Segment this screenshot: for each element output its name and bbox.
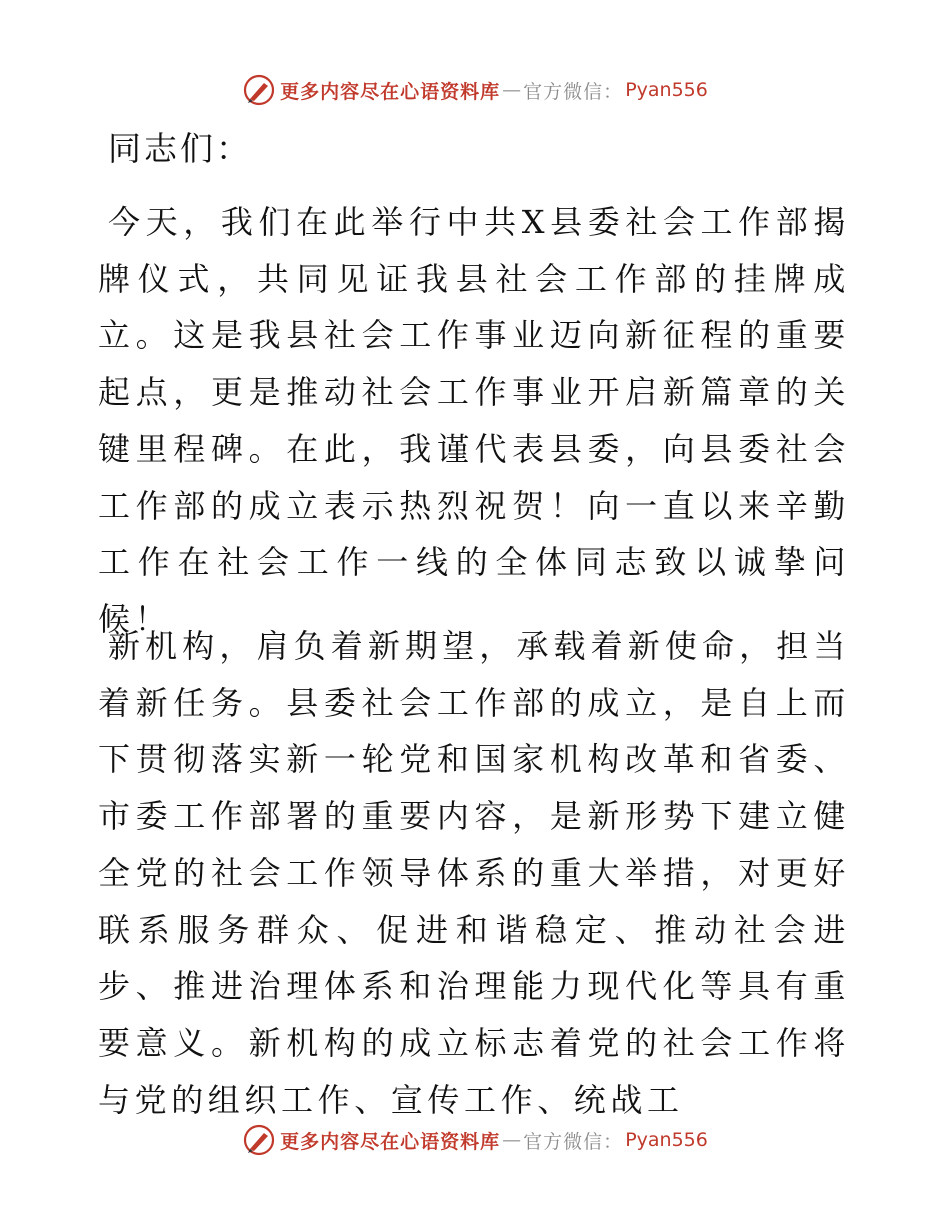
body-paragraph-1: 今天，我们在此举行中共X县委社会工作部揭牌仪式，共同见证我县社会工作部的挂牌成立。这是我县社会工作事业迈向新征程的重要起点，更是推动社会工作事业开启新篇章的关键里程碑。在此，我谨代表县委，向县委社会工作部的成立表示热烈祝贺！向一直以来辛勤工作在社会工作一线的全体同志致以诚挚问候！ [98,203,850,638]
pen-logo-icon [242,1123,276,1157]
header-official-label: 官方微信： [523,80,624,103]
footer-official-label: 官方微信： [523,1130,624,1153]
footer-separator: — [502,1129,522,1151]
footer-watermark-banner [0,1120,950,1160]
header-brand-text: 更多内容尽在心语资料库 [280,80,501,103]
salutation: 同志们： [108,129,252,168]
footer-brand-text: 更多内容尽在心语资料库 [280,1130,501,1153]
body-paragraph-2: 新机构，肩负着新期望，承载着新使命，担当着新任务。县委社会工作部的成立，是自上而下贯彻落实新一轮党和国家机构改革和省委、市委工作部署的重要内容，是新形势下建立健全党的社会工作领导体系的重大举措，对更好联系服务群众、促进和谐稳定、推动社会进步、推进治理体系和治理能力现代化等具有重要意义。新机构的成立标志着党的社会工作将与党的组织工作、宣传工作、统战工 [98,627,850,1119]
footer-account-id: Pyan556 [625,1129,708,1151]
header-watermark-banner [0,70,950,110]
pen-logo-icon [242,73,276,107]
header-account-id: Pyan556 [625,79,708,101]
header-separator: — [502,79,522,101]
